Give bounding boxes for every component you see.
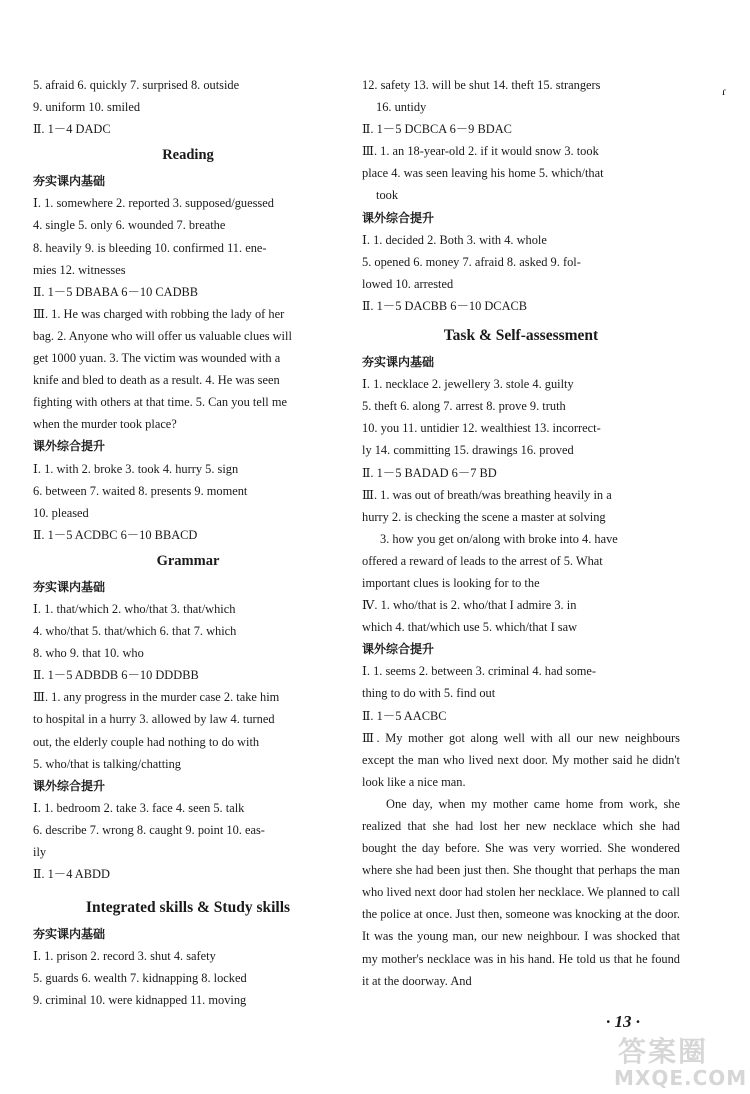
page-number: · 13 · [606, 1012, 640, 1031]
answer-line: 4. single 5. only 6. wounded 7. breathe [33, 218, 226, 233]
grammar-extension-answers [33, 797, 343, 885]
answer-line: took [376, 188, 399, 203]
answer-line: to hospital in a hurry 3. allowed by law 4. turned [33, 712, 275, 727]
answer-line: Ⅰ. 1. that/which 2. who/that 3. that/which [33, 601, 236, 616]
subheading-extension: 课外综合提升 [33, 439, 106, 454]
section-title-integrated-skills: Integrated skills & Study skills [85, 899, 291, 917]
answer-line: Ⅱ. 1－4 ABDD [33, 867, 110, 882]
answer-line: Ⅰ. 1. seems 2. between 3. criminal 4. had some- [362, 664, 597, 679]
subheading-extension: 课外综合提升 [33, 778, 106, 793]
task-extension-answers [362, 660, 680, 726]
answer-line: 16. untidy [376, 100, 427, 115]
subheading-basics: 夯实课内基础 [33, 579, 106, 594]
answer-line: 6. between 7. waited 8. presents 9. moment [33, 483, 248, 498]
answer-line: which 4. that/which use 5. which/that I saw [362, 620, 578, 635]
section-title-task: Task & Self-assessment [443, 327, 599, 345]
answer-line: Ⅱ. 1－5 AACBC [362, 708, 447, 723]
answer-line: 5. opened 6. money 7. afraid 8. asked 9. fol- [362, 254, 581, 269]
answer-line: when the murder took place? [33, 417, 177, 432]
right-top-answers [362, 74, 680, 207]
subheading-basics: 夯实课内基础 [33, 174, 106, 189]
answer-line: Ⅳ. 1. who/that is 2. who/that I admire 3. in [362, 598, 577, 613]
answer-line: 8. who 9. that 10. who [33, 646, 144, 661]
answer-line: Ⅲ. 1. was out of breath/was breathing heavily in a [362, 487, 612, 502]
answer-line: 8. heavily 9. is bleeding 10. confirmed 11. ene- [33, 240, 267, 255]
writing-paragraph-2: One day, when my mother came home from work, she realized that she had lost her new necklace which she had bought the day before. She was very worried. She wondered where she had been just then. She thought that perhaps the man who lived next door had stolen her necklace. We planned to call the police at once. Just then, someone was knocking at the door. It was the young man, our new neighbour. I was shocked that my mother's necklace was in his hand. He told us that he found it at the doorway. And [362, 796, 680, 988]
answer-line: 10. you 11. untidier 12. wealthiest 13. incorrect- [362, 421, 601, 436]
answer-line: Ⅰ. 1. decided 2. Both 3. with 4. whole [362, 232, 547, 247]
reading-basics-answers [33, 192, 343, 435]
answer-line: Ⅲ. 1. an 18-year-old 2. if it would snow 3. took [362, 144, 599, 159]
answer-line: offered a reward of leads to the arrest of 5. What [362, 553, 603, 568]
answer-line: 9. uniform 10. smiled [33, 100, 141, 115]
watermark-logo [610, 1030, 750, 1094]
section-title-reading: Reading [162, 147, 214, 164]
answer-line: Ⅱ. 1－5 ACDBC 6－10 BBACD [33, 527, 198, 542]
answer-line: Ⅱ. 1－5 DACBB 6－10 DCACB [362, 298, 528, 313]
answer-line: mies 12. witnesses [33, 262, 126, 277]
right-column [362, 74, 680, 992]
answer-line: thing to do with 5. find out [362, 686, 496, 701]
answer-line: out, the elderly couple had nothing to do with [33, 734, 260, 749]
answer-line: Ⅱ. 1－5 BADAD 6－7 BD [362, 465, 497, 480]
answer-line: 3. how you get on/along with broke into 4. have [380, 531, 618, 546]
answer-line: 9. criminal 10. were kidnapped 11. moving [33, 993, 247, 1008]
answer-line: knife and bled to death as a result. 4. He was seen [33, 373, 280, 388]
answer-line: 12. safety 13. will be shut 14. theft 15. strangers [362, 78, 601, 92]
writing-paragraph-1: Ⅲ. My mother got along well with all our new neighbours except the man who lived next door. My mother said he didn't look like a nice man. [362, 730, 680, 789]
answer-line: 5. theft 6. along 7. arrest 8. prove 9. truth [362, 399, 566, 414]
watermark-glyphs: 答案圈 [618, 1035, 709, 1068]
answer-line: hurry 2. is checking the scene a master at solving [362, 509, 606, 524]
subheading-extension: 课外综合提升 [362, 210, 435, 225]
answer-line: 4. who/that 5. that/which 6. that 7. which [33, 624, 237, 639]
answer-line: 5. who/that is talking/chatting [33, 756, 181, 771]
integrated-basics-answers [33, 945, 343, 1011]
answer-line: Ⅰ. 1. prison 2. record 3. shut 4. safety [33, 949, 216, 964]
answer-line: Ⅱ. 1－4 DADC [33, 122, 111, 137]
left-top-answers [33, 74, 343, 140]
grammar-basics-answers [33, 598, 343, 775]
answer-line: ly 14. committing 15. drawings 16. proved [362, 443, 574, 458]
corner-mark: ɾ [722, 84, 726, 98]
answer-line: place 4. was seen leaving his home 5. which/that [362, 166, 604, 181]
answer-line: Ⅰ. 1. necklace 2. jewellery 3. stole 4. guilty [362, 377, 574, 392]
answer-line: Ⅰ. 1. somewhere 2. reported 3. supposed/guessed [33, 196, 274, 211]
answer-line: 6. describe 7. wrong 8. caught 9. point 10. eas- [33, 822, 265, 837]
answer-line: lowed 10. arrested [362, 276, 454, 291]
answer-line: Ⅱ. 1－5 DCBCA 6－9 BDAC [362, 122, 512, 137]
left-column [33, 74, 343, 1012]
answer-line: ily [33, 845, 47, 859]
answer-line: fighting with others at that time. 5. Can you tell me [33, 395, 287, 410]
answer-line: get 1000 yuan. 3. The victim was wounded with a [33, 351, 281, 366]
answer-line: 10. pleased [33, 505, 89, 520]
section-title-grammar: Grammar [156, 552, 220, 569]
task-basics-answers [362, 373, 680, 638]
answer-line: important clues is looking for to the [362, 575, 540, 590]
answer-line: Ⅰ. 1. bedroom 2. take 3. face 4. seen 5. talk [33, 800, 245, 815]
watermark-text: MXQE.COM [614, 1066, 748, 1090]
answer-line: Ⅲ. 1. He was charged with robbing the lady of her [33, 306, 285, 321]
answer-line: Ⅱ. 1－5 ADBDB 6－10 DDDBB [33, 668, 199, 683]
answer-line: Ⅲ. 1. any progress in the murder case 2. take him [33, 690, 280, 705]
answer-line: bag. 2. Anyone who will offer us valuable clues will [33, 328, 292, 343]
study-skills-extension-answers [362, 229, 680, 317]
answer-line: Ⅰ. 1. with 2. broke 3. took 4. hurry 5. sign [33, 461, 239, 476]
subheading-basics: 夯实课内基础 [33, 927, 106, 942]
subheading-extension: 课外综合提升 [362, 642, 435, 657]
subheading-basics: 夯实课内基础 [362, 355, 435, 370]
answer-line: 5. afraid 6. quickly 7. surprised 8. outside [33, 78, 240, 92]
answer-line: 5. guards 6. wealth 7. kidnapping 8. locked [33, 971, 247, 986]
reading-extension-answers [33, 458, 343, 546]
answer-line: Ⅱ. 1－5 DBABA 6－10 CADBB [33, 284, 199, 299]
